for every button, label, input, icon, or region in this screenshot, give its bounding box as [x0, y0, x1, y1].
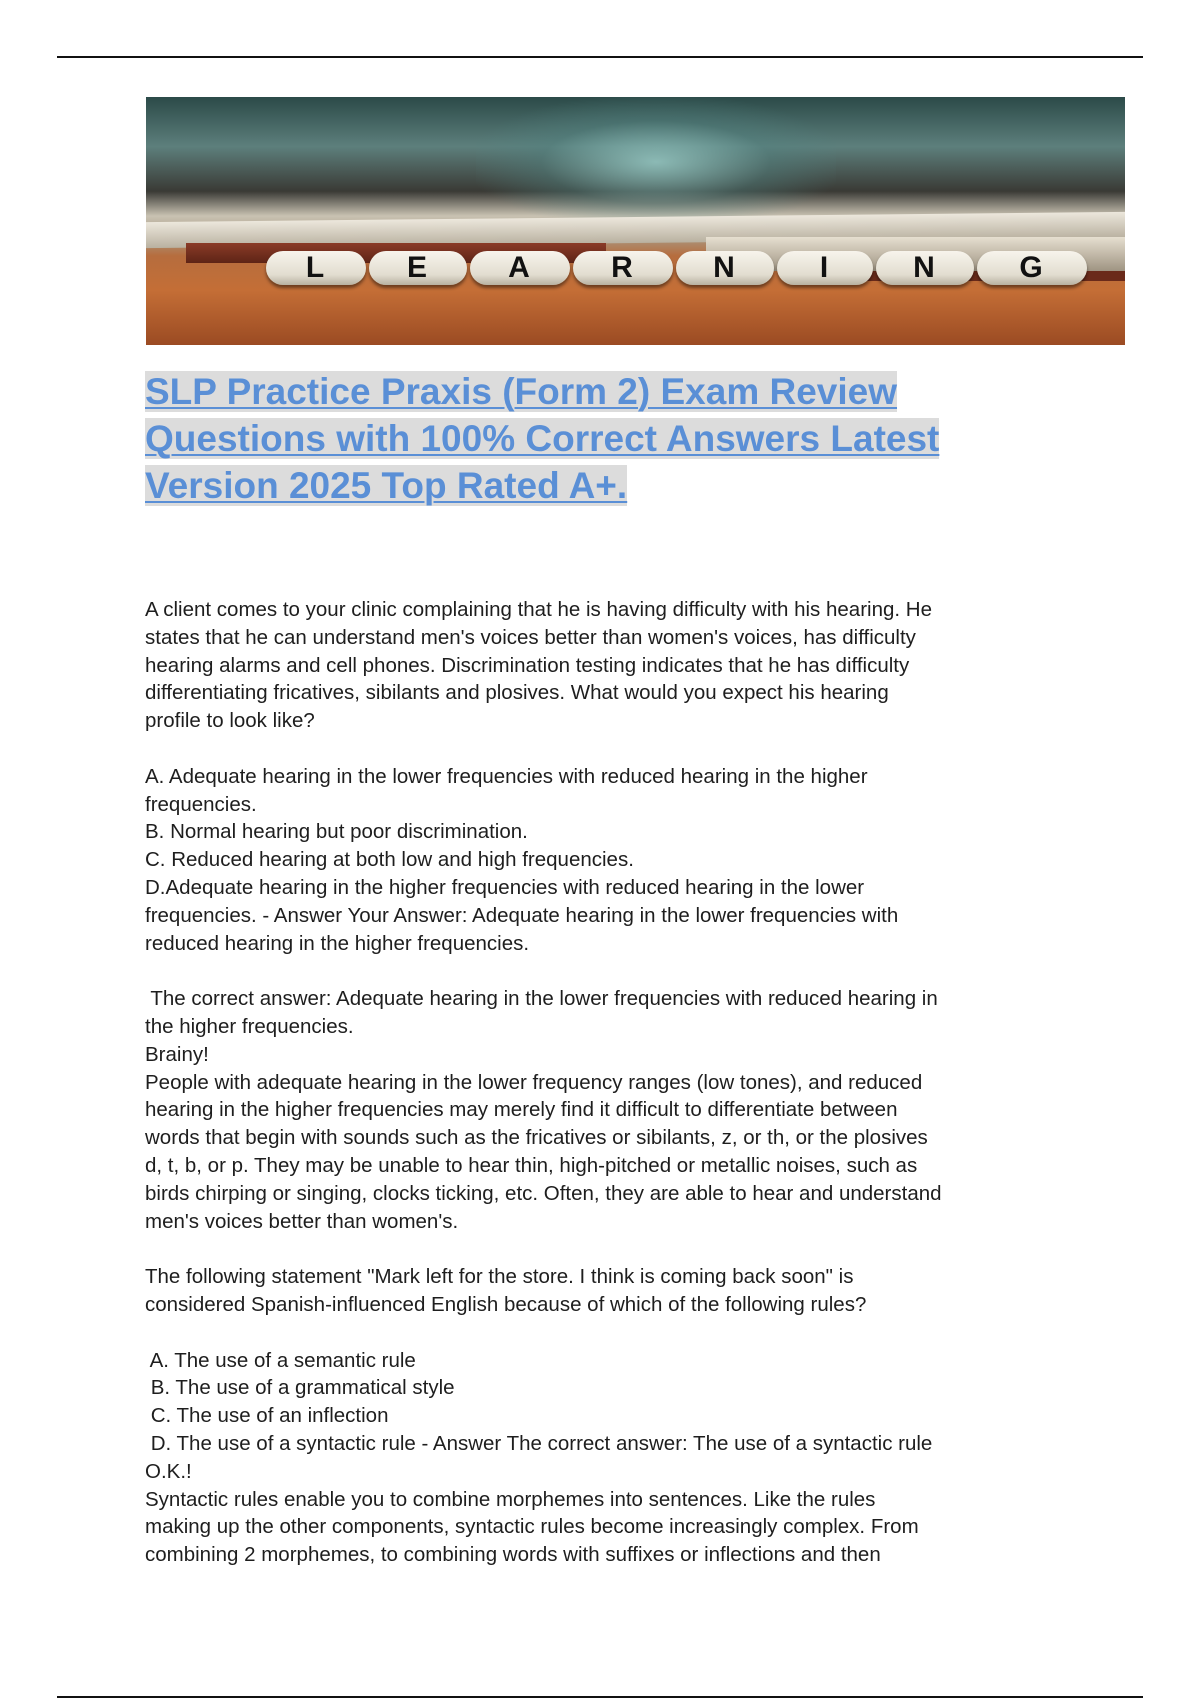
explanation-line: the higher frequencies. — [145, 1014, 354, 1038]
explanation-line: d, t, b, or p. They may be unable to hear thin, high-pitched or metallic noises, such as — [145, 1153, 918, 1177]
answer-option-line: C. Reduced hearing at both low and high frequencies. — [145, 848, 634, 872]
document-title[interactable] — [145, 368, 1045, 509]
title-line[interactable]: SLP Practice Praxis (Form 2) Exam Review — [145, 371, 898, 412]
question-stem-line: The following statement "Mark left for the store. I think is coming back soon" is — [145, 1265, 854, 1289]
letter-tile: L — [266, 251, 366, 285]
question-stem-line: hearing alarms and cell phones. Discrimination testing indicates that he has difficulty — [145, 653, 910, 677]
question-stem-line: differentiating fricatives, sibilants and plosives. What would you expect his hearing — [145, 681, 889, 705]
explanation-line: men's voices better than women's. — [145, 1209, 459, 1233]
letter-tile: E — [369, 251, 467, 285]
explanation-line: words that begin with sounds such as the fricatives or sibilants, z, or th, or the plosives — [145, 1126, 928, 1150]
letter-tile: I — [777, 251, 873, 285]
question-2 — [145, 1263, 1085, 1569]
question-stem-line: A client comes to your clinic complaining that he is having difficulty with his hearing. He — [145, 598, 932, 621]
explanation-line: Brainy! — [145, 1042, 209, 1066]
explanation-line: People with adequate hearing in the lower frequency ranges (low tones), and reduced — [145, 1070, 923, 1094]
top-rule — [57, 56, 1143, 58]
answer-option-line: A. The use of a semantic rule — [145, 1348, 416, 1372]
title-line[interactable]: Version 2025 Top Rated A+. — [145, 465, 628, 506]
bottom-rule — [57, 1696, 1143, 1698]
learning-hero-image — [146, 97, 1125, 345]
answer-option-line: O.K.! — [145, 1459, 192, 1483]
answer-option-line: C. The use of an inflection — [145, 1404, 389, 1428]
question-1 — [145, 596, 1085, 1235]
answer-option-line: A. Adequate hearing in the lower frequencies with reduced hearing in the higher — [145, 764, 868, 788]
document-body — [145, 596, 1085, 1569]
answer-option-line: D.Adequate hearing in the higher frequencies with reduced hearing in the lower — [145, 875, 865, 899]
explanation-line: combining 2 morphemes, to combining words with suffixes or inflections and then — [145, 1543, 881, 1567]
question-stem-line: considered Spanish-influenced English because of which of the following rules? — [145, 1292, 867, 1316]
explanation-line: making up the other components, syntactic rules become increasingly complex. From — [145, 1515, 919, 1539]
answer-option-line: B. Normal hearing but poor discrimination. — [145, 820, 528, 844]
background-glow — [476, 97, 836, 227]
answer-option-line: reduced hearing in the higher frequencies. — [145, 931, 530, 955]
explanation-line: Syntactic rules enable you to combine morphemes into sentences. Like the rules — [145, 1487, 876, 1511]
answer-option-line: frequencies. - Answer Your Answer: Adequate hearing in the lower frequencies with — [145, 903, 899, 927]
explanation-line: The correct answer: Adequate hearing in the lower frequencies with reduced hearing in — [145, 987, 938, 1011]
question-stem-line: profile to look like? — [145, 709, 315, 733]
letter-tiles — [266, 245, 1125, 291]
letter-tile: N — [676, 251, 774, 285]
letter-tile: R — [573, 251, 673, 285]
explanation-line: hearing in the higher frequencies may merely find it difficult to differentiate between — [145, 1098, 898, 1122]
letter-tile: A — [470, 251, 570, 285]
letter-tile: G — [977, 251, 1087, 285]
title-line[interactable]: Questions with 100% Correct Answers Latest — [145, 418, 940, 459]
explanation-line: birds chirping or singing, clocks ticking, etc. Often, they are able to hear and understand — [145, 1181, 942, 1205]
answer-option-line: D. The use of a syntactic rule - Answer The correct answer: The use of a syntactic rule — [145, 1431, 933, 1455]
question-stem-line: states that he can understand men's voices better than women's voices, has difficulty — [145, 625, 916, 649]
answer-option-line: frequencies. — [145, 792, 257, 816]
answer-option-line: B. The use of a grammatical style — [145, 1376, 455, 1400]
letter-tile: N — [876, 251, 974, 285]
